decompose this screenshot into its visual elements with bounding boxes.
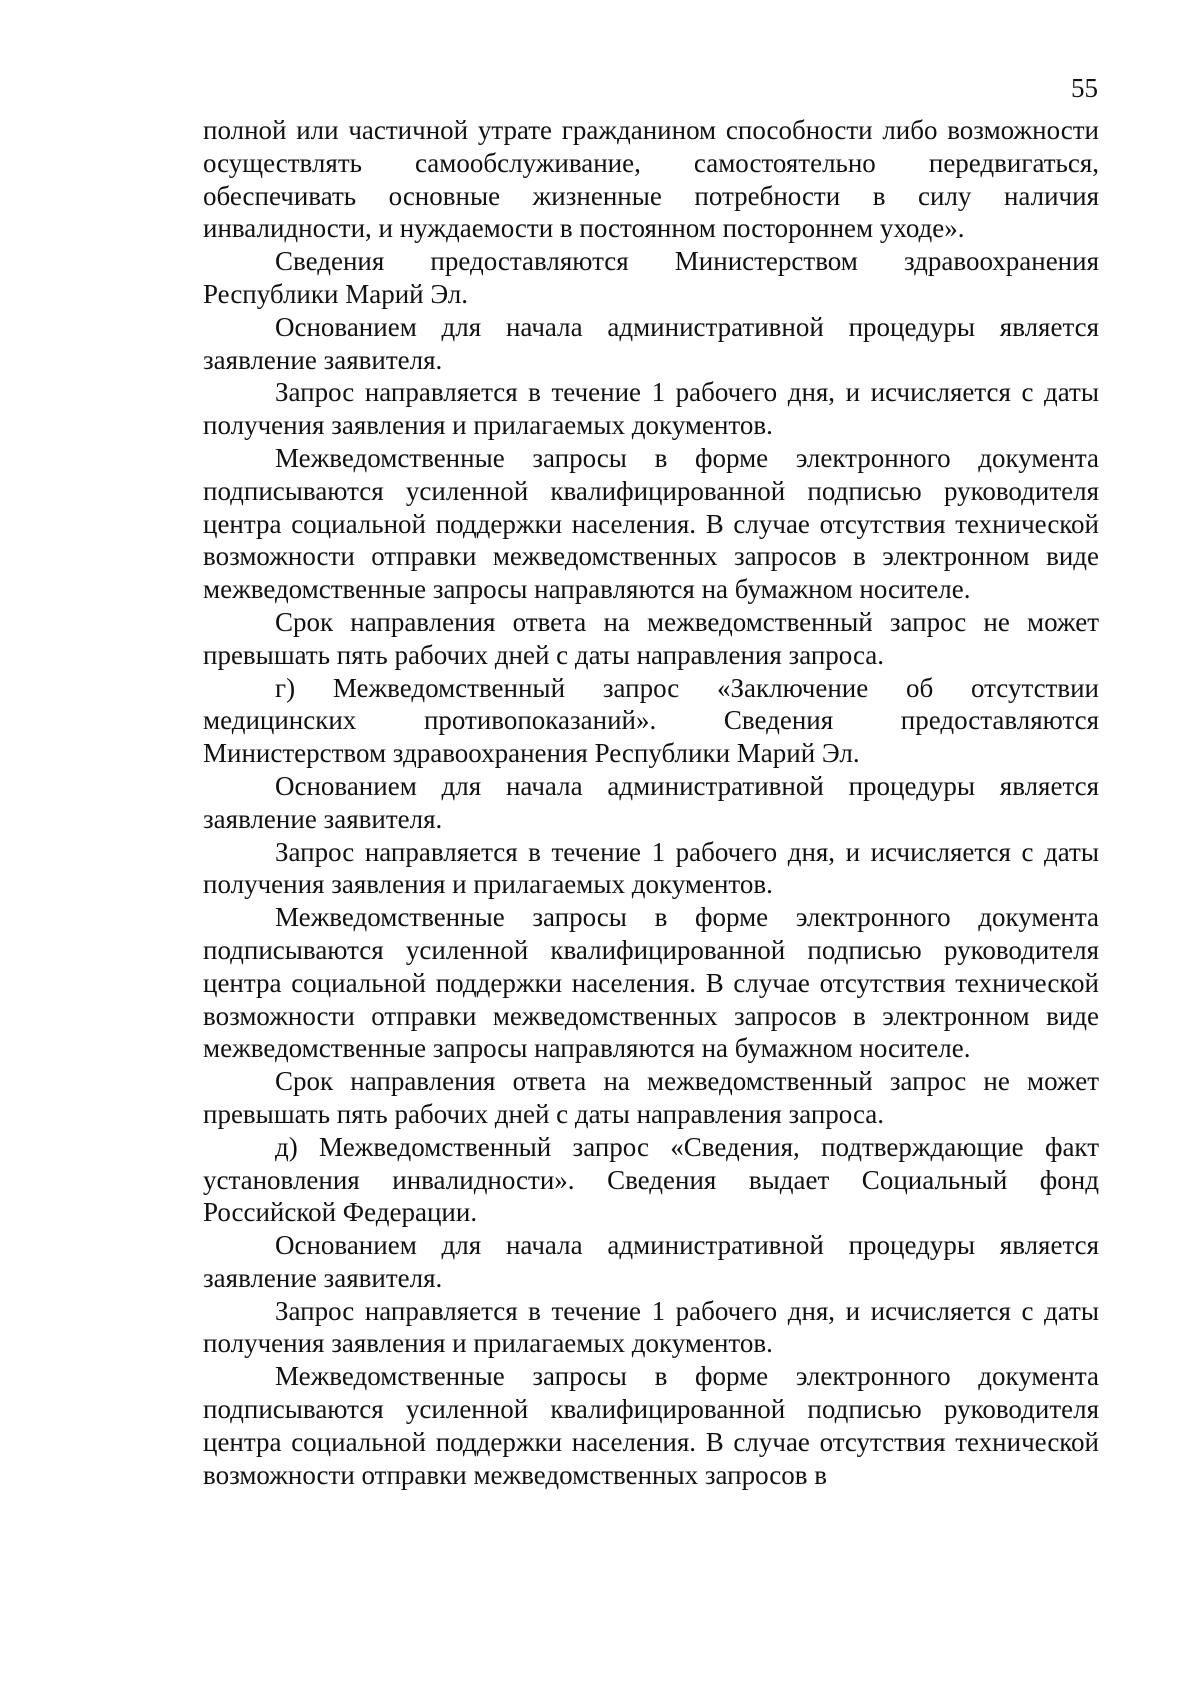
paragraph-2: Сведения предоставляются Министерством здравоохранения Республики Марий Эл. bbox=[203, 246, 1099, 309]
paragraph-13: Основанием для начала административной процедуры является заявление заявителя. bbox=[203, 1230, 1099, 1293]
paragraph-1: полной или частичной утрате гражданином способности либо возможности осуществлять самообслуживание, самостоятельно передвигаться, обеспечивать основные жизненные потребности в силу наличия инвалидности, и нуждаемости в постоянном постороннем уходе». bbox=[203, 115, 1099, 244]
paragraph-11: Срок направления ответа на межведомственный запрос не может превышать пять рабочих дней с даты направления запроса. bbox=[203, 1066, 1099, 1129]
paragraph-14: Запрос направляется в течение 1 рабочего дня, и исчисляется с даты получения заявления и прилагаемых документов. bbox=[203, 1295, 1099, 1359]
paragraph-12: д) Межведомственный запрос «Сведения, подтверждающие факт установления инвалидности». Сведения выдает Социальный фонд Российской Федерации. bbox=[203, 1131, 1099, 1228]
paragraph-8: Основанием для начала административной процедуры является заявление заявителя. bbox=[203, 770, 1099, 834]
paragraph-5: Межведомственные запросы в форме электронного документа подписываются усиленной квалифицированной подписью руководителя центра социальной поддержки населения. В случае отсутствия технической возможности отправки межведомственных запросов в электронном виде межведомственные запросы направляются на бумажном носителе. bbox=[203, 442, 1099, 605]
page-number: 55 bbox=[1071, 73, 1098, 103]
paragraph-15: Межведомственные запросы в форме электронного документа подписываются усиленной квалифицированной подписью руководителя центра социальной поддержки населения. В случае отсутствия технической возможности отправки межведомственных запросов в bbox=[203, 1361, 1099, 1490]
paragraph-9: Запрос направляется в течение 1 рабочего дня, и исчисляется с даты получения заявления и прилагаемых документов. bbox=[203, 836, 1099, 900]
document-body bbox=[203, 114, 1099, 1491]
paragraph-4: Запрос направляется в течение 1 рабочего дня, и исчисляется с даты получения заявления и прилагаемых документов. bbox=[203, 377, 1099, 441]
paragraph-7: г) Межведомственный запрос «Заключение об отсутствии медицинских противопоказаний». Сведения предоставляются Министерством здравоохранения Республики Марий Эл. bbox=[203, 672, 1099, 769]
paragraph-3: Основанием для начала административной процедуры является заявление заявителя. bbox=[203, 311, 1099, 375]
paragraph-6: Срок направления ответа на межведомственный запрос не может превышать пять рабочих дней с даты направления запроса. bbox=[203, 606, 1099, 670]
paragraph-10: Межведомственные запросы в форме электронного документа подписываются усиленной квалифицированной подписью руководителя центра социальной поддержки населения. В случае отсутствия технической возможности отправки межведомственных запросов в электронном виде межведомственные запросы направляются на бумажном носителе. bbox=[203, 902, 1099, 1064]
